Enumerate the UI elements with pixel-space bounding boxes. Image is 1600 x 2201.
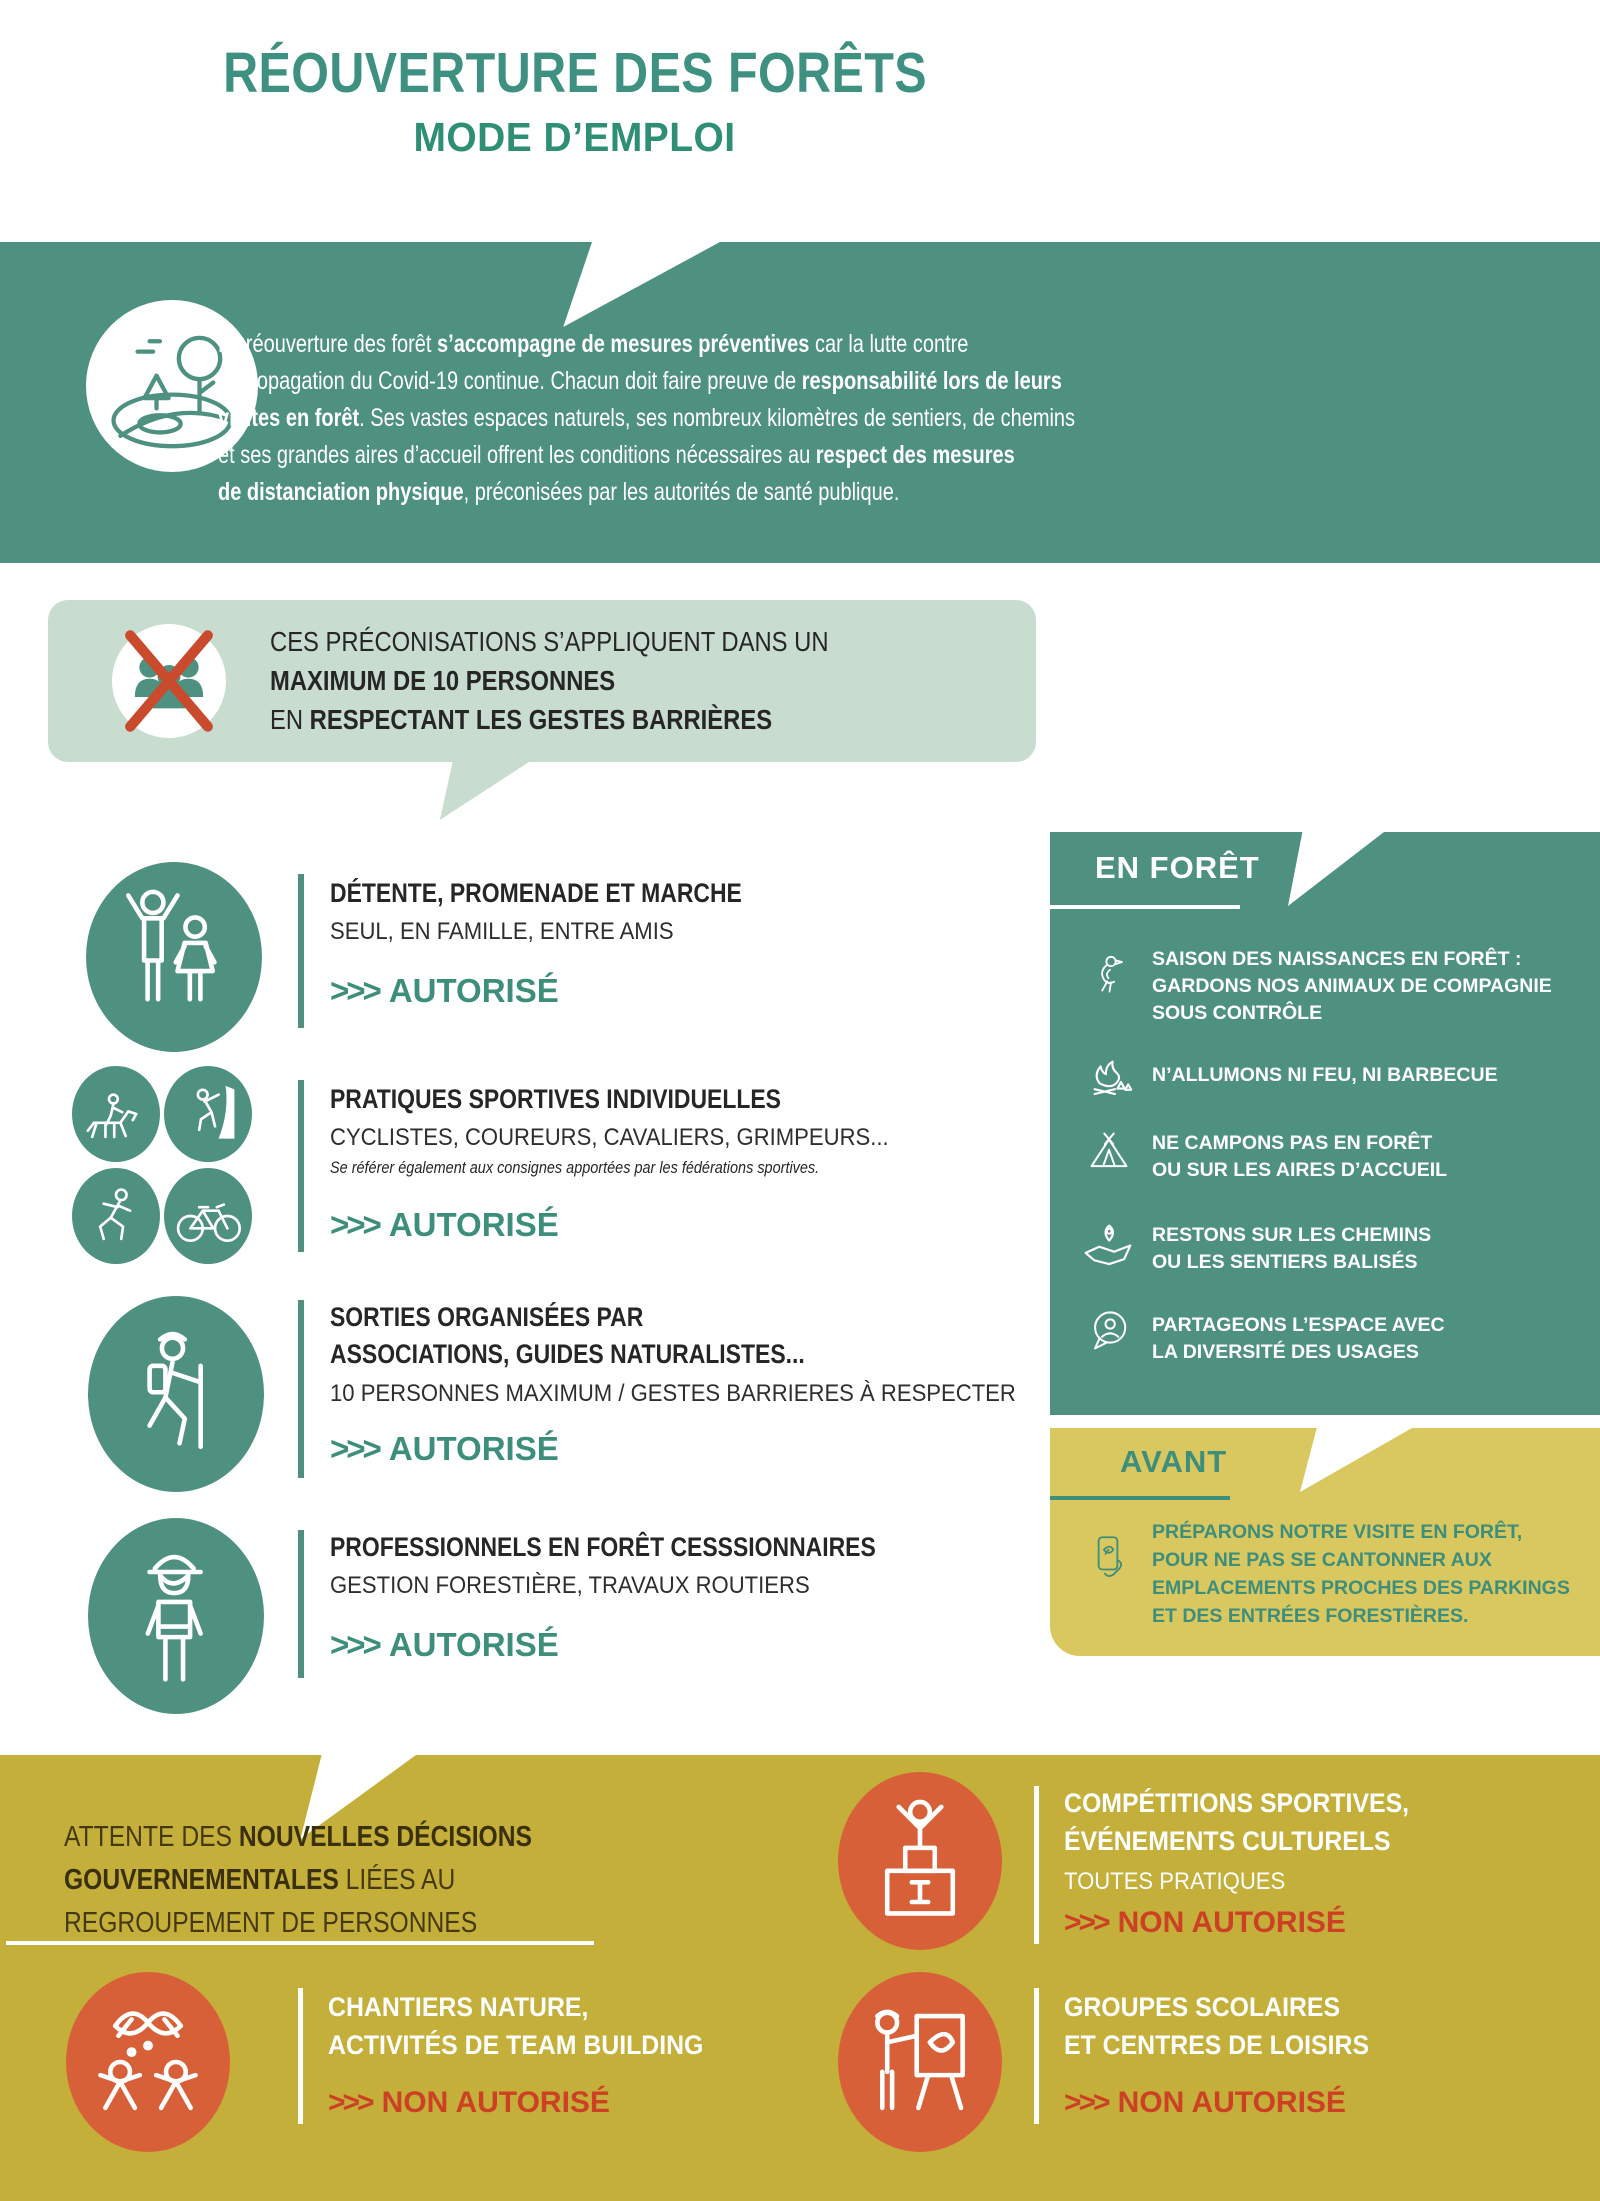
- school-group-icon: [838, 1972, 1002, 2152]
- status-authorized: >>> AUTORISÉ: [330, 1206, 559, 1243]
- status-not-authorized: >>> NON AUTORISÉ: [1064, 2086, 1346, 2119]
- status-not-authorized: >>> NON AUTORISÉ: [1064, 1906, 1346, 1939]
- waiting-line: ATTENTE DES NOUVELLES DÉCISIONS: [64, 1821, 532, 1853]
- notice-text: [270, 622, 927, 739]
- activity-note: Se référer également aux consignes apportées par les fédérations sportives.: [330, 1158, 820, 1177]
- not-authorized-title: ACTIVITÉS DE TEAM BUILDING: [328, 2030, 704, 2060]
- intro-paragraph: [218, 326, 1138, 511]
- row-accent-bar: [298, 1988, 303, 2124]
- campfire-icon: [1078, 1046, 1140, 1106]
- row-accent-bar: [298, 1080, 304, 1252]
- activity-title: SORTIES ORGANISÉES PAR: [330, 1302, 644, 1332]
- activity-subtitle: 10 PERSONNES MAXIMUM / GESTES BARRIERES À RESPECTER: [330, 1380, 1016, 1407]
- not-authorized-title: CHANTIERS NATURE,: [328, 1992, 589, 2022]
- bird-icon: [1084, 942, 1136, 1008]
- horse-riding-icon: [72, 1066, 160, 1162]
- row-accent-bar: [298, 1300, 304, 1478]
- en-foret-item-text: RESTONS SUR LES CHEMINS OU LES SENTIERS BALISÉS: [1152, 1224, 1432, 1273]
- no-gathering-icon: [112, 624, 226, 738]
- intro-line: et ses grandes aires d’accueil offrent les conditions nécessaires au respect des mesures: [218, 441, 1015, 469]
- tent-icon: [1080, 1122, 1138, 1180]
- row-accent-bar: [1034, 1786, 1039, 1944]
- activity-title: ASSOCIATIONS, GUIDES NATURALISTES...: [330, 1339, 805, 1369]
- page-subtitle: MODE D’EMPLOI: [413, 114, 737, 160]
- notice-bubble-tail: [438, 760, 532, 820]
- not-authorized-subtitle: TOUTES PRATIQUES: [1064, 1868, 1286, 1895]
- waiting-line: GOUVERNEMENTALES LIÉES AU: [64, 1864, 456, 1896]
- notice-line: CES PRÉCONISATIONS S’APPLIQUENT DANS UN: [270, 626, 829, 657]
- row-accent-bar: [298, 874, 304, 1028]
- activity-title: PROFESSIONNELS EN FORÊT CESSSIONNAIRES: [330, 1532, 876, 1562]
- row-accent-bar: [1034, 1988, 1039, 2124]
- phone-app-icon: [1082, 1520, 1134, 1594]
- activity-title: DÉTENTE, PROMENADE ET MARCHE: [330, 878, 742, 908]
- intro-line: La réouverture des forêt s’accompagne de mesures préventives car la lutte contre: [218, 330, 969, 358]
- en-foret-underline: [1050, 905, 1240, 909]
- forestry-worker-icon: [88, 1518, 264, 1714]
- activity-title: PRATIQUES SPORTIVES INDIVIDUELLES: [330, 1084, 781, 1114]
- waiting-line: REGROUPEMENT DE PERSONNES: [64, 1907, 478, 1939]
- avant-title: AVANT: [1120, 1444, 1228, 1479]
- avant-text: PRÉPARONS NOTRE VISITE EN FORÊT, POUR NE PAS SE CANTONNER AUX EMPLACEMENTS PROCHES DES PARKINGS ET DES ENTRÉES FORESTIÈRES.: [1152, 1521, 1570, 1627]
- chevrons-icon: >>>: [330, 1430, 379, 1467]
- chevrons-icon: >>>: [330, 1626, 379, 1663]
- not-authorized-title: ET CENTRES DE LOISIRS: [1064, 2030, 1370, 2060]
- activity-subtitle: GESTION FORESTIÈRE, TRAVAUX ROUTIERS: [330, 1572, 810, 1599]
- activity-subtitle: CYCLISTES, COUREURS, CAVALIERS, GRIMPEURS...: [330, 1124, 889, 1151]
- notice-line: MAXIMUM DE 10 PERSONNES: [270, 665, 616, 696]
- climbing-icon: [164, 1066, 252, 1162]
- activity-subtitle: SEUL, EN FAMILLE, ENTRE AMIS: [330, 918, 674, 945]
- avant-underline: [1050, 1496, 1230, 1500]
- en-foret-item-text: NE CAMPONS PAS EN FORÊT OU SUR LES AIRES D’ACCUEIL: [1152, 1132, 1448, 1181]
- intro-line: de distanciation physique, préconisées par les autorités de santé publique.: [218, 478, 900, 506]
- waiting-decisions-text: [64, 1816, 615, 1945]
- chevrons-icon: >>>: [328, 2086, 372, 2119]
- status-authorized: >>> AUTORISÉ: [330, 1626, 559, 1663]
- intro-line: la propagation du Covid-19 continue. Chacun doit faire preuve de responsabilité lors de leurs: [218, 367, 1062, 395]
- trail-map-icon: [1076, 1212, 1140, 1274]
- status-authorized: >>> AUTORISÉ: [330, 1430, 559, 1467]
- status-authorized: >>> AUTORISÉ: [330, 972, 559, 1009]
- chevrons-icon: >>>: [1064, 2086, 1108, 2119]
- not-authorized-title: ÉVÉNEMENTS CULTURELS: [1064, 1826, 1391, 1856]
- notice-line: EN RESPECTANT LES GESTES BARRIÈRES: [270, 704, 773, 735]
- section-divider: [6, 1941, 594, 1945]
- podium-winner-icon: [838, 1772, 1002, 1950]
- not-authorized-title: COMPÉTITIONS SPORTIVES,: [1064, 1788, 1410, 1818]
- chevrons-icon: >>>: [330, 972, 379, 1009]
- share-space-icon: [1080, 1302, 1138, 1360]
- row-accent-bar: [298, 1530, 304, 1678]
- team-building-icon: [66, 1972, 230, 2152]
- page-title: RÉOUVERTURE DES FORÊTS: [223, 41, 927, 105]
- family-walk-icon: [86, 862, 262, 1052]
- header: [0, 40, 1150, 161]
- chevrons-icon: >>>: [330, 1206, 379, 1243]
- running-icon: [72, 1168, 160, 1264]
- cycling-icon: [164, 1168, 252, 1264]
- status-not-authorized: >>> NON AUTORISÉ: [328, 2086, 610, 2119]
- chevrons-icon: >>>: [1064, 1906, 1108, 1939]
- en-foret-title: EN FORÊT: [1095, 850, 1260, 885]
- intro-line: visites en forêt. Ses vastes espaces naturels, ses nombreux kilomètres de sentiers, de chemins: [218, 404, 1076, 432]
- not-authorized-title: GROUPES SCOLAIRES: [1064, 1992, 1341, 2022]
- en-foret-item-text: N’ALLUMONS NI FEU, NI BARBECUE: [1152, 1064, 1498, 1086]
- hiking-guide-icon: [88, 1296, 264, 1492]
- en-foret-item-text: SAISON DES NAISSANCES EN FORÊT : GARDONS NOS ANIMAUX DE COMPAGNIE SOUS CONTRÔLE: [1152, 948, 1552, 1024]
- en-foret-item-text: PARTAGEONS L’ESPACE AVEC LA DIVERSITÉ DES USAGES: [1152, 1314, 1445, 1363]
